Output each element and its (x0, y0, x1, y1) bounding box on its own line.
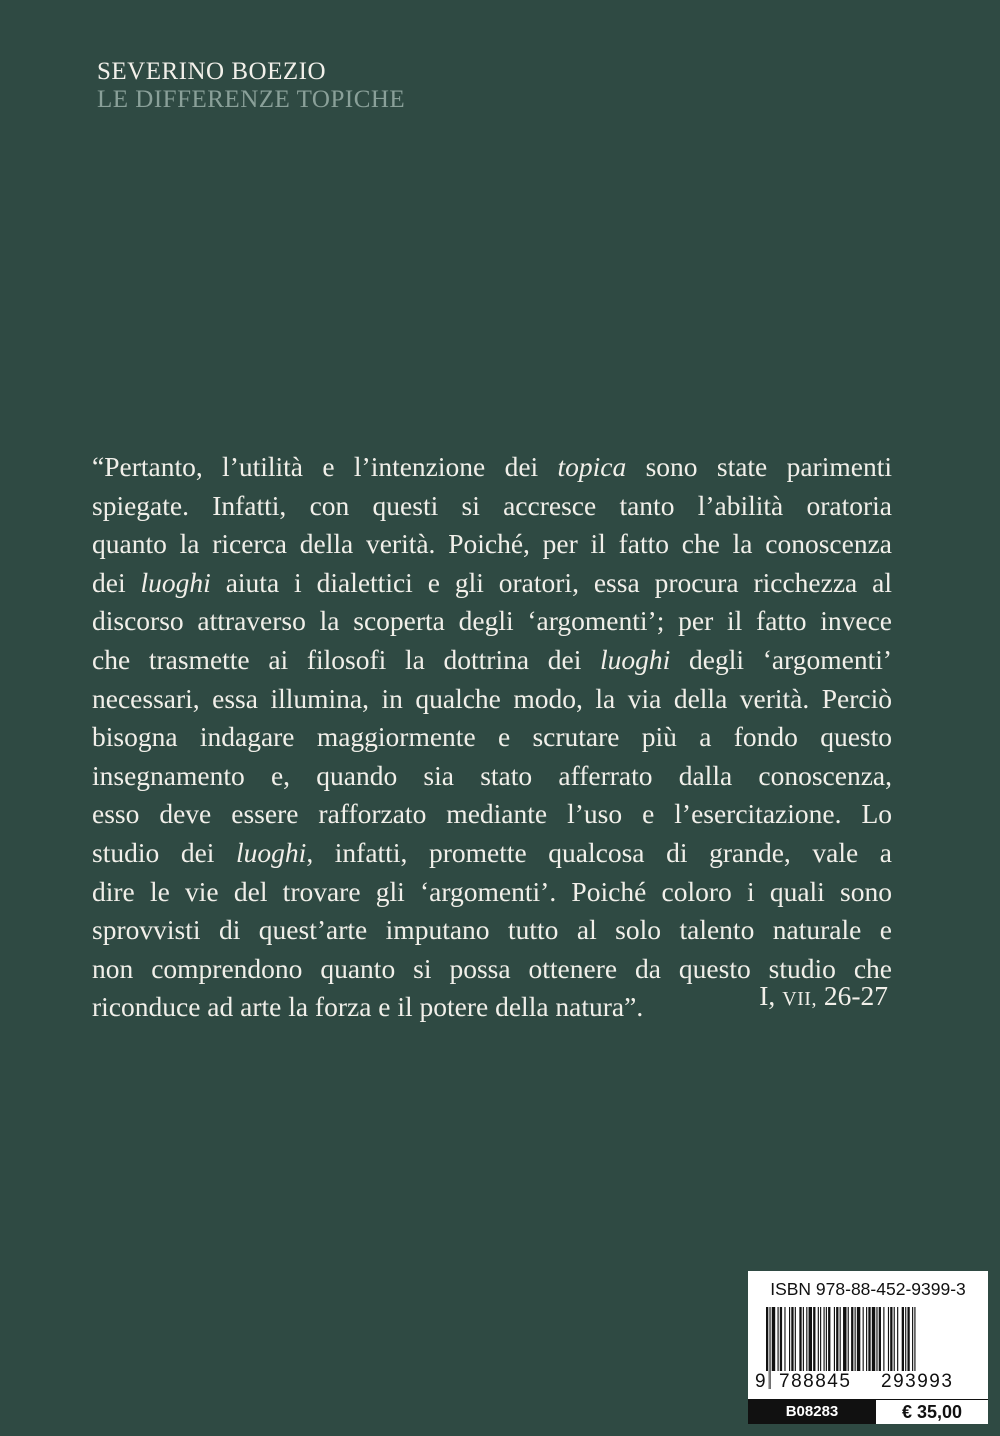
barcode-bar (824, 1307, 825, 1371)
quote-line (92, 487, 892, 526)
barcode-bar (872, 1307, 875, 1371)
barcode-bar (803, 1307, 804, 1371)
quote-text: non comprendono quanto si possa ottenere da questo studio che (92, 952, 892, 984)
barcode-bar (809, 1307, 812, 1371)
quote-text: quanto la ricerca della verità. Poiché, per il fatto che la conoscenza (92, 528, 892, 560)
barcode-bar (789, 1307, 790, 1371)
author-name: SEVERINO BOEZIO (97, 58, 327, 85)
isbn-digit-group1: 788845 (779, 1371, 852, 1392)
isbn-digit-first: 9 (755, 1371, 768, 1392)
barcode-bar (820, 1307, 821, 1371)
quote-text: discorso attraverso la scoperta degli ‘argomenti’; per il fatto invece (92, 605, 892, 637)
back-cover-quote (92, 448, 892, 1027)
barcode-bar (784, 1307, 785, 1371)
quote-text: , infatti, promette qualcosa di grande, vale a (306, 836, 892, 868)
quote-line (92, 448, 892, 487)
quote-line (92, 911, 892, 950)
quote-text: “Pertanto, l’utilità e l’intenzione dei (92, 451, 558, 482)
quote-line (92, 564, 892, 603)
quote-text: aiuta i dialettici e gli oratori, essa procura ricchezza al (210, 566, 892, 598)
quote-text: insegnamento e, quando sia stato afferrato dalla conoscenza, (92, 759, 892, 791)
quote-line (92, 834, 892, 873)
barcode-bar (826, 1307, 827, 1371)
barcode-bar (780, 1307, 782, 1371)
barcode-bar (851, 1307, 853, 1371)
barcode-bar (855, 1307, 856, 1371)
barcode-bar (866, 1307, 867, 1371)
citation-chapter: VII, (782, 988, 817, 1010)
citation-pages: 26-27 (823, 980, 888, 1011)
barcode-bar (863, 1307, 864, 1371)
barcode-bar (890, 1307, 892, 1371)
barcode-bar (907, 1307, 909, 1371)
quote-text: dire le vie del trovare gli ‘argomenti’. Poiché coloro i quali sono (92, 875, 892, 907)
barcode-bar (834, 1307, 835, 1371)
barcode-bar (883, 1307, 884, 1371)
quote-text: esso deve essere rafforzato mediante l’uso e l’esercitazione. Lo (92, 798, 892, 830)
barcode-bar (772, 1307, 775, 1371)
barcode-bar (806, 1307, 807, 1371)
quote-line (92, 873, 892, 912)
barcode-bar (795, 1307, 796, 1371)
quote-text: degli ‘argomenti’ (670, 643, 893, 675)
barcode-bar (778, 1307, 779, 1371)
barcode-bar (912, 1307, 913, 1371)
barcode-bar (857, 1307, 860, 1371)
barcode-bar (818, 1307, 819, 1371)
quote-text: sono state parimenti (626, 451, 892, 482)
barcode-bar (791, 1307, 793, 1371)
barcode-bar (876, 1307, 877, 1371)
isbn-digits (756, 1367, 984, 1391)
quote-text: sprovvisti di quest’arte imputano tutto al solo talento naturale e (92, 914, 892, 946)
quote-italic-term: luoghi (140, 566, 211, 598)
quote-citation (759, 980, 888, 1012)
book-code: B08283 (748, 1399, 876, 1424)
quote-text: spiegate. Infatti, con questi si accresce tanto l’abilità oratoria (92, 489, 892, 521)
barcode-bar (894, 1307, 895, 1371)
barcode-bar (888, 1307, 889, 1371)
quote-text: dei (92, 566, 141, 598)
barcode-bar (836, 1307, 838, 1371)
quote-line (92, 795, 892, 834)
barcode-bar (902, 1307, 904, 1371)
price-label: € 35,00 (876, 1399, 988, 1424)
citation-book: I, (759, 980, 776, 1011)
quote-line (92, 602, 892, 641)
quote-text: studio dei (92, 836, 237, 868)
quote-line (92, 525, 892, 564)
barcode-bar (868, 1307, 870, 1371)
barcode-bar (879, 1307, 881, 1371)
barcode-bar (813, 1307, 815, 1371)
quote-line (92, 757, 892, 796)
barcode-bar (897, 1307, 898, 1371)
quote-italic-term: luoghi (236, 836, 307, 868)
quote-text: che trasmette ai filosofi la dottrina dei (92, 643, 601, 675)
barcode-bar (905, 1307, 906, 1371)
isbn-label: ISBN 978-88-452-9399-3 (770, 1279, 966, 1299)
barcode-box (748, 1271, 988, 1424)
book-title: LE DIFFERENZE TOPICHE (97, 86, 406, 113)
quote-italic-term: topica (557, 451, 627, 482)
quote-line (92, 641, 892, 680)
barcode-bar (828, 1307, 830, 1371)
quote-italic-term: luoghi (600, 643, 671, 675)
quote-text: riconduce ad arte la forza e il potere della natura”. (92, 991, 644, 1023)
quote-line (92, 718, 892, 757)
quote-line (92, 680, 892, 719)
quote-text: bisogna indagare maggiormente e scrutare più a fondo questo (92, 721, 892, 753)
isbn-digit-group2: 293993 (881, 1371, 954, 1392)
barcode-bar (799, 1307, 801, 1371)
cover-header (97, 58, 405, 114)
quote-text: necessari, essa illumina, in qualche modo, la via della verità. Perciò (92, 682, 892, 714)
